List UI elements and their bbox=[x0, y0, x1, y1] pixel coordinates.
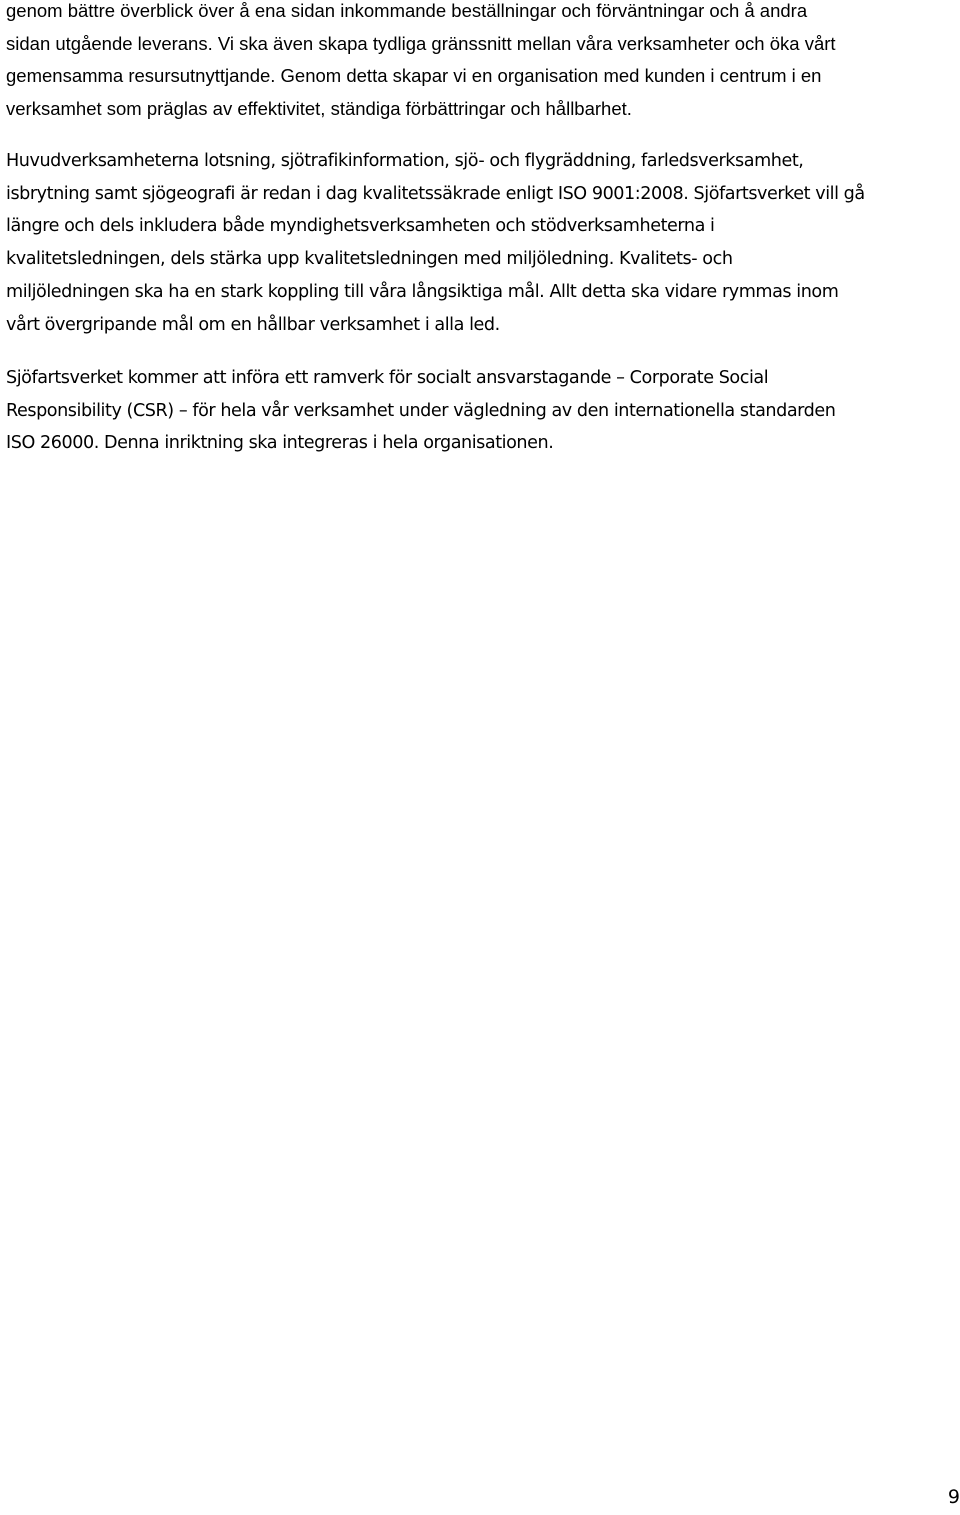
text-line: ISO 26000. Denna inriktning ska integreras i hela organisationen. bbox=[6, 433, 554, 454]
text-line: Huvudverksamheterna lotsning, sjötrafikinformation, sjö- och flygräddning, farledsverksamhet, bbox=[6, 151, 804, 171]
text-line: kvalitetsledningen, dels stärka upp kvalitetsledningen med miljöledning. Kvalitets- och bbox=[6, 249, 733, 270]
page-number: 9 bbox=[947, 1486, 960, 1508]
text-line: gemensamma resursutnyttjande. Genom detta skapar vi en organisation med kunden i centrum i en bbox=[6, 65, 822, 87]
text-line: miljöledningen ska ha en stark koppling till våra långsiktiga mål. Allt detta ska vidare rymmas inom bbox=[6, 281, 839, 302]
paragraph-quality-management bbox=[6, 145, 956, 341]
text-line: Responsibility (CSR) – för hela vår verksamhet under vägledning av den internationella standarden bbox=[6, 400, 836, 421]
paragraph-organisation bbox=[6, 0, 956, 126]
paragraph-csr bbox=[6, 362, 956, 460]
text-line: vårt övergripande mål om en hållbar verksamhet i alla led. bbox=[6, 314, 500, 335]
text-line: isbrytning samt sjögeografi är redan i dag kvalitetssäkrade enligt ISO 9001:2008. Sjöfartsverket vill gå bbox=[6, 183, 865, 204]
text-line: Sjöfartsverket kommer att införa ett ramverk för socialt ansvarstagande – Corporate Social bbox=[6, 368, 769, 388]
text-line: genom bättre överblick över å ena sidan inkommande beställningar och förväntningar och å andra bbox=[6, 0, 808, 21]
text-line: verksamhet som präglas av effektivitet, ständiga förbättringar och hållbarhet. bbox=[6, 98, 632, 120]
text-line: längre och dels inkludera både myndighetsverksamheten och stödverksamheterna i bbox=[6, 216, 715, 237]
text-line: sidan utgående leverans. Vi ska även skapa tydliga gränssnitt mellan våra verksamheter och öka vårt bbox=[6, 32, 836, 54]
